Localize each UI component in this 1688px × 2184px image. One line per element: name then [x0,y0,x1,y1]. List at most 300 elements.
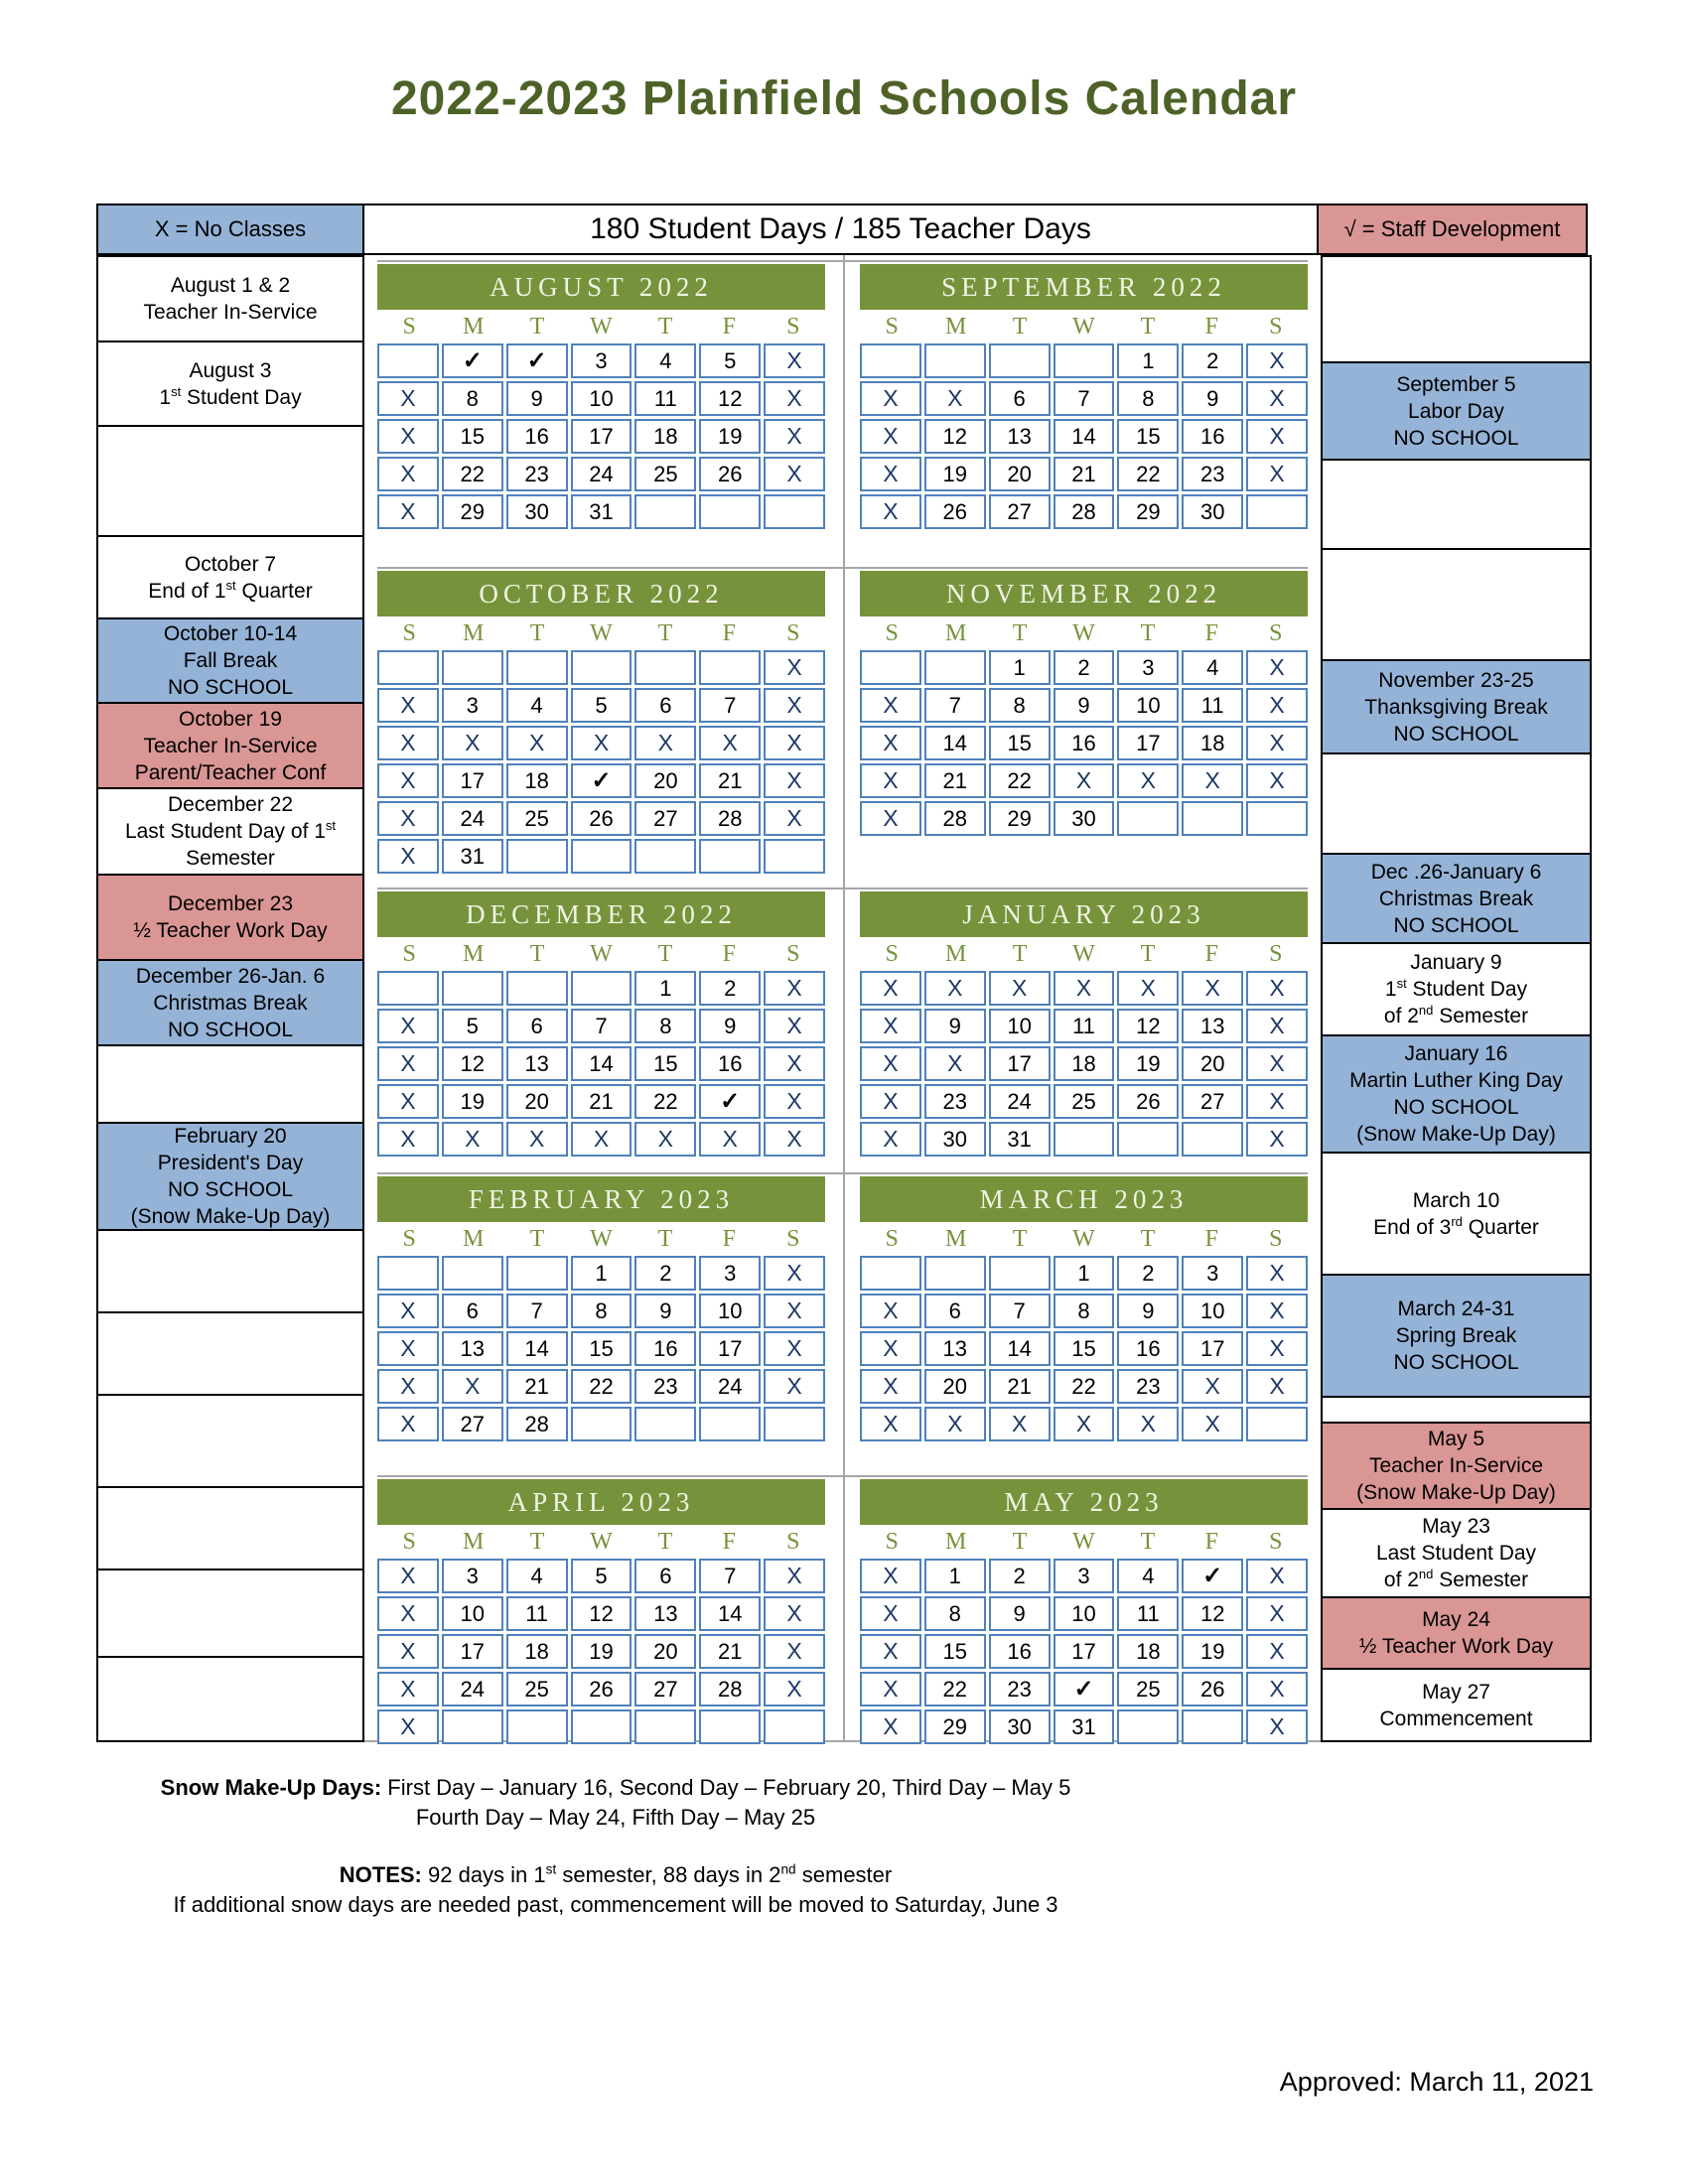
day-cell [699,650,761,685]
day-cell [1182,1122,1243,1157]
note-line: February 20 [174,1125,287,1148]
day-cell: 10 [989,1009,1051,1043]
weekday-header: W [590,1528,613,1555]
day-cell: 10 [1054,1596,1115,1631]
day-cell: 11 [506,1596,568,1631]
day-cell: 23 [989,1672,1051,1706]
day-cell: X [571,726,633,760]
day-cell: 15 [989,726,1051,760]
day-cell: 5 [571,1559,633,1593]
day-cell: 8 [1054,1294,1115,1328]
day-cell: X [1117,763,1179,798]
day-grid [377,1559,825,1744]
day-cell: 12 [924,419,986,454]
day-cell: ✓ [1054,1672,1115,1706]
day-cell: X [1246,457,1308,491]
note-line: August 1 & 2 [170,274,291,297]
note-line: NO SCHOOL [1393,913,1519,937]
weekday-header: M [944,313,967,340]
day-cell: X [1246,1559,1308,1593]
day-cell: 30 [506,494,568,529]
note-line: 1st Student Day [1384,976,1528,1001]
weekday-header-row [860,310,1308,343]
day-cell: X [699,726,761,760]
day-cell: 23 [506,457,568,491]
day-cell: X [1246,971,1308,1006]
month-may-2023 [860,1479,1308,1744]
day-cell [442,1709,503,1744]
day-cell: 3 [1117,650,1179,685]
day-cell: 16 [1182,419,1243,454]
day-cell: 13 [506,1046,568,1081]
day-cell: 20 [634,1634,696,1669]
note-line: December 23 [167,892,294,915]
day-cell: X [860,1122,921,1157]
day-cell [989,1256,1051,1291]
day-cell: 15 [924,1634,986,1669]
day-cell: 12 [571,1596,633,1631]
legend-header-row [96,204,1592,255]
weekday-header: S [786,313,800,340]
day-cell: X [377,1294,439,1328]
month-title: APRIL 2023 [377,1479,825,1525]
day-cell: 16 [506,419,568,454]
day-cell: X [1246,688,1308,723]
day-cell: 2 [699,971,761,1006]
day-cell: 20 [989,457,1051,491]
notes-group [119,1860,1112,1920]
day-cell [571,971,633,1006]
day-cell: 29 [924,1709,986,1744]
day-cell: 30 [1182,494,1243,529]
weekday-header: F [722,1225,737,1252]
month-title: FEBRUARY 2023 [377,1176,825,1222]
right-note-cell [1321,255,1592,363]
snow-makeup-text-1: First Day – January 16, Second Day – February 20, Third Day – May 5 [387,1775,1071,1800]
day-cell: 15 [1054,1331,1115,1366]
day-cell: X [1246,343,1308,378]
day-cell: X [860,1634,921,1669]
day-cell: 1 [634,971,696,1006]
note-line: NO SCHOOL [1393,1096,1519,1119]
day-cell: 17 [1117,726,1179,760]
day-cell: 21 [699,763,761,798]
weekday-header: S [786,1528,800,1555]
day-cell: X [377,494,439,529]
day-cell [1246,1407,1308,1441]
weekday-header: T [1140,940,1156,967]
day-cell: X [860,1672,921,1706]
day-cell: 28 [699,1672,761,1706]
month-title: MAY 2023 [860,1479,1308,1525]
weekday-header: T [657,1225,673,1252]
day-cell: X [1246,1009,1308,1043]
day-cell: X [860,1009,921,1043]
day-cell: 17 [571,419,633,454]
day-cell: 21 [571,1084,633,1119]
note-line: May 24 [1422,1608,1490,1631]
day-cell: 26 [1117,1084,1179,1119]
note-line: Martin Luther King Day [1349,1069,1563,1092]
day-cell [377,971,439,1006]
day-cell: 31 [571,494,633,529]
day-cell: 23 [1117,1369,1179,1404]
month-november-2022 [860,571,1308,836]
day-cell: 30 [989,1709,1051,1744]
note-line: of 2nd Semester [1383,1003,1529,1027]
day-cell: 1 [571,1256,633,1291]
day-cell [1117,1709,1179,1744]
note-line: Fall Break [183,649,278,672]
day-cell: 2 [1117,1256,1179,1291]
weekday-header: T [1012,1528,1028,1555]
day-cell: X [506,726,568,760]
day-cell: 27 [989,494,1051,529]
day-cell: 14 [571,1046,633,1081]
month-title: DECEMBER 2022 [377,891,825,937]
weekday-header: W [590,1225,613,1252]
day-cell: 2 [1054,650,1115,685]
day-cell: X [377,1407,439,1441]
weekday-header: M [462,1528,485,1555]
day-cell: X [764,1634,825,1669]
day-cell: 29 [442,494,503,529]
day-cell: 17 [699,1331,761,1366]
day-cell: 29 [1117,494,1179,529]
day-cell: 24 [699,1369,761,1404]
day-cell: 27 [634,1672,696,1706]
day-cell: X [1246,1084,1308,1119]
day-cell: X [764,1369,825,1404]
legend-staff-development: √ = Staff Development [1317,204,1588,255]
note-line: October 7 [184,552,277,576]
weekday-header: T [1140,619,1156,646]
day-cell: 21 [989,1369,1051,1404]
day-cell: X [442,1369,503,1404]
left-note-cell [96,341,364,427]
day-cell: 21 [924,763,986,798]
left-note-cell [96,1229,364,1313]
weekday-header: F [722,313,737,340]
day-cell: X [377,419,439,454]
right-note-cell [1321,942,1592,1036]
day-cell: X [764,457,825,491]
day-cell: X [1246,1256,1308,1291]
left-note-cell [96,1486,364,1570]
day-grid [377,971,825,1157]
day-cell [860,650,921,685]
day-cell [699,494,761,529]
day-cell: X [860,1369,921,1404]
footnotes [119,1773,1112,1920]
day-grid [860,343,1308,529]
day-cell: 19 [1117,1046,1179,1081]
day-cell: X [860,381,921,416]
month-february-2023 [377,1176,825,1441]
day-cell: 28 [699,801,761,836]
left-note-cell [96,535,364,619]
note-line: Thanksgiving Break [1364,695,1548,719]
weekday-header: M [462,313,485,340]
day-cell: 4 [1182,650,1243,685]
day-cell: X [924,1407,986,1441]
day-cell: 12 [442,1046,503,1081]
day-cell [1117,801,1179,836]
day-cell: 16 [1054,726,1115,760]
day-cell [377,650,439,685]
day-cell: 6 [634,688,696,723]
day-cell: X [924,381,986,416]
day-cell: 16 [634,1331,696,1366]
day-cell [860,343,921,378]
day-cell: X [764,1294,825,1328]
weekday-header: T [1140,1225,1156,1252]
day-cell [1182,801,1243,836]
day-cell: 16 [699,1046,761,1081]
day-cell: 10 [1182,1294,1243,1328]
note-line: September 5 [1396,372,1516,396]
day-grid [860,650,1308,836]
month-title: AUGUST 2022 [377,264,825,310]
day-cell: 14 [506,1331,568,1366]
left-note-cell [96,1569,364,1658]
right-note-cell [1321,1668,1592,1742]
day-cell: 1 [924,1559,986,1593]
day-cell: X [442,1122,503,1157]
day-cell: X [377,801,439,836]
right-note-cell [1321,1396,1592,1424]
note-line: May 27 [1422,1680,1490,1704]
weekday-header: S [885,940,899,967]
day-cell [924,650,986,685]
month-title: OCTOBER 2022 [377,571,825,616]
day-cell: 1 [989,650,1051,685]
day-cell: 27 [634,801,696,836]
day-cell: 10 [699,1294,761,1328]
weekday-header: T [1012,1225,1028,1252]
note-line: NO SCHOOL [1393,722,1519,746]
day-cell: X [377,1672,439,1706]
day-cell: X [377,726,439,760]
weekday-header: W [590,313,613,340]
day-cell: X [1246,726,1308,760]
weekday-header: T [657,619,673,646]
left-note-cell [96,787,364,876]
day-cell [634,1407,696,1441]
day-cell [924,1256,986,1291]
day-cell: X [860,457,921,491]
weekday-header: S [786,619,800,646]
weekday-header: W [1072,1528,1095,1555]
day-cell [1182,1709,1243,1744]
day-cell: 25 [506,1672,568,1706]
notes-label: NOTES: [339,1862,422,1887]
day-cell: 21 [699,1634,761,1669]
day-cell: X [377,1709,439,1744]
day-cell: 6 [506,1009,568,1043]
day-cell: 19 [699,419,761,454]
day-cell: 20 [1182,1046,1243,1081]
note-line: January 16 [1404,1042,1508,1065]
day-cell: 27 [1182,1084,1243,1119]
day-cell: X [924,1046,986,1081]
weekday-header: T [1012,313,1028,340]
day-cell: 3 [699,1256,761,1291]
day-cell [634,1709,696,1744]
right-note-cell [1321,548,1592,661]
day-cell [699,1407,761,1441]
day-cell [764,494,825,529]
day-cell: 24 [989,1084,1051,1119]
day-cell: X [764,1046,825,1081]
day-cell: 9 [989,1596,1051,1631]
left-note-cell [96,1122,364,1231]
day-cell [571,650,633,685]
note-line: January 9 [1410,951,1502,974]
day-cell: 31 [442,839,503,874]
note-line: Dec .26-January 6 [1370,860,1542,884]
day-cell: X [1182,1407,1243,1441]
note-line: of 2nd Semester [1383,1567,1529,1591]
day-cell: 28 [924,801,986,836]
day-cell: X [860,763,921,798]
day-cell: 11 [1117,1596,1179,1631]
day-cell: 21 [506,1369,568,1404]
day-cell [442,971,503,1006]
day-cell: 13 [634,1596,696,1631]
day-cell: 19 [442,1084,503,1119]
note-line: Semester [186,847,275,870]
weekday-header: T [657,1528,673,1555]
note-line: Teacher In-Service [1368,1454,1544,1477]
weekday-header: S [402,1528,416,1555]
day-cell [924,343,986,378]
left-note-cell [96,425,364,537]
weekday-header: W [590,619,613,646]
weekday-header: S [885,1225,899,1252]
weekday-header: S [1269,1225,1283,1252]
note-line: May 23 [1422,1515,1490,1538]
day-cell: 26 [571,801,633,836]
day-cell: 3 [1054,1559,1115,1593]
note-line: Last Student Day of 1st [124,818,337,843]
weekday-header: T [529,940,545,967]
weekday-header: S [1269,619,1283,646]
month-october-2022 [377,571,825,874]
day-cell: 3 [1182,1256,1243,1291]
day-cell: X [1182,763,1243,798]
day-cell: X [1246,1122,1308,1157]
day-cell: X [860,494,921,529]
month-title: SEPTEMBER 2022 [860,264,1308,310]
day-cell: X [571,1122,633,1157]
day-cell: X [764,726,825,760]
day-cell [571,1709,633,1744]
day-cell: 25 [1054,1084,1115,1119]
day-cell: 14 [699,1596,761,1631]
day-cell [1117,1122,1179,1157]
right-note-cell [1321,1274,1592,1398]
month-april-2023 [377,1479,825,1744]
note-line: November 23-25 [1378,668,1534,692]
day-cell: X [764,763,825,798]
day-cell: X [860,1331,921,1366]
day-cell: 9 [924,1009,986,1043]
day-cell: 22 [571,1369,633,1404]
day-cell: 9 [1117,1294,1179,1328]
weekday-header: T [529,1528,545,1555]
note-line: October 19 [179,707,282,731]
day-cell [634,650,696,685]
day-cell: X [377,1596,439,1631]
day-cell: X [860,1407,921,1441]
page-title: 2022-2023 Plainfield Schools Calendar [390,72,1298,125]
day-cell: 20 [924,1369,986,1404]
weekday-header: M [944,619,967,646]
weekday-header: M [462,940,485,967]
day-cell: 13 [924,1331,986,1366]
weekday-header: S [402,313,416,340]
weekday-header: S [885,1528,899,1555]
day-cell: X [634,1122,696,1157]
left-note-cell [96,1044,364,1124]
month-december-2022 [377,891,825,1157]
day-cell: X [1117,1407,1179,1441]
note-line: (Snow Make-Up Day) [1356,1481,1556,1504]
note-line: March 10 [1412,1188,1500,1212]
day-grid [860,1256,1308,1441]
day-cell: 9 [1182,381,1243,416]
note-line: Spring Break [1395,1324,1517,1347]
day-cell: 7 [989,1294,1051,1328]
day-cell: X [764,343,825,378]
day-cell: 22 [1117,457,1179,491]
day-cell: X [1246,1369,1308,1404]
weekday-header-row [377,1525,825,1559]
day-cell: 8 [989,688,1051,723]
day-cell: X [860,1559,921,1593]
day-cell: 26 [1182,1672,1243,1706]
day-cell: X [764,688,825,723]
right-note-cell [1321,1422,1592,1510]
day-cell: 24 [442,801,503,836]
day-cell [764,839,825,874]
day-cell: 4 [1117,1559,1179,1593]
right-note-cell [1321,1152,1592,1276]
day-cell: X [377,1634,439,1669]
month-block [377,887,1308,1157]
right-note-cell [1321,659,1592,754]
left-note-cell [96,617,364,704]
weekday-header: S [402,619,416,646]
day-cell [1054,343,1115,378]
day-cell: 3 [442,688,503,723]
snow-makeup-label: Snow Make-Up Days: [160,1775,382,1800]
day-cell: 9 [634,1294,696,1328]
day-cell: 11 [1054,1009,1115,1043]
day-cell [699,839,761,874]
day-cell: X [377,763,439,798]
day-cell: 9 [1054,688,1115,723]
note-line: NO SCHOOL [1393,426,1519,450]
day-cell: X [1246,419,1308,454]
day-cell: X [764,1559,825,1593]
day-cell: 5 [571,688,633,723]
day-cell: X [764,1084,825,1119]
day-cell: X [764,1331,825,1366]
day-cell: X [860,1046,921,1081]
day-cell: 7 [506,1294,568,1328]
